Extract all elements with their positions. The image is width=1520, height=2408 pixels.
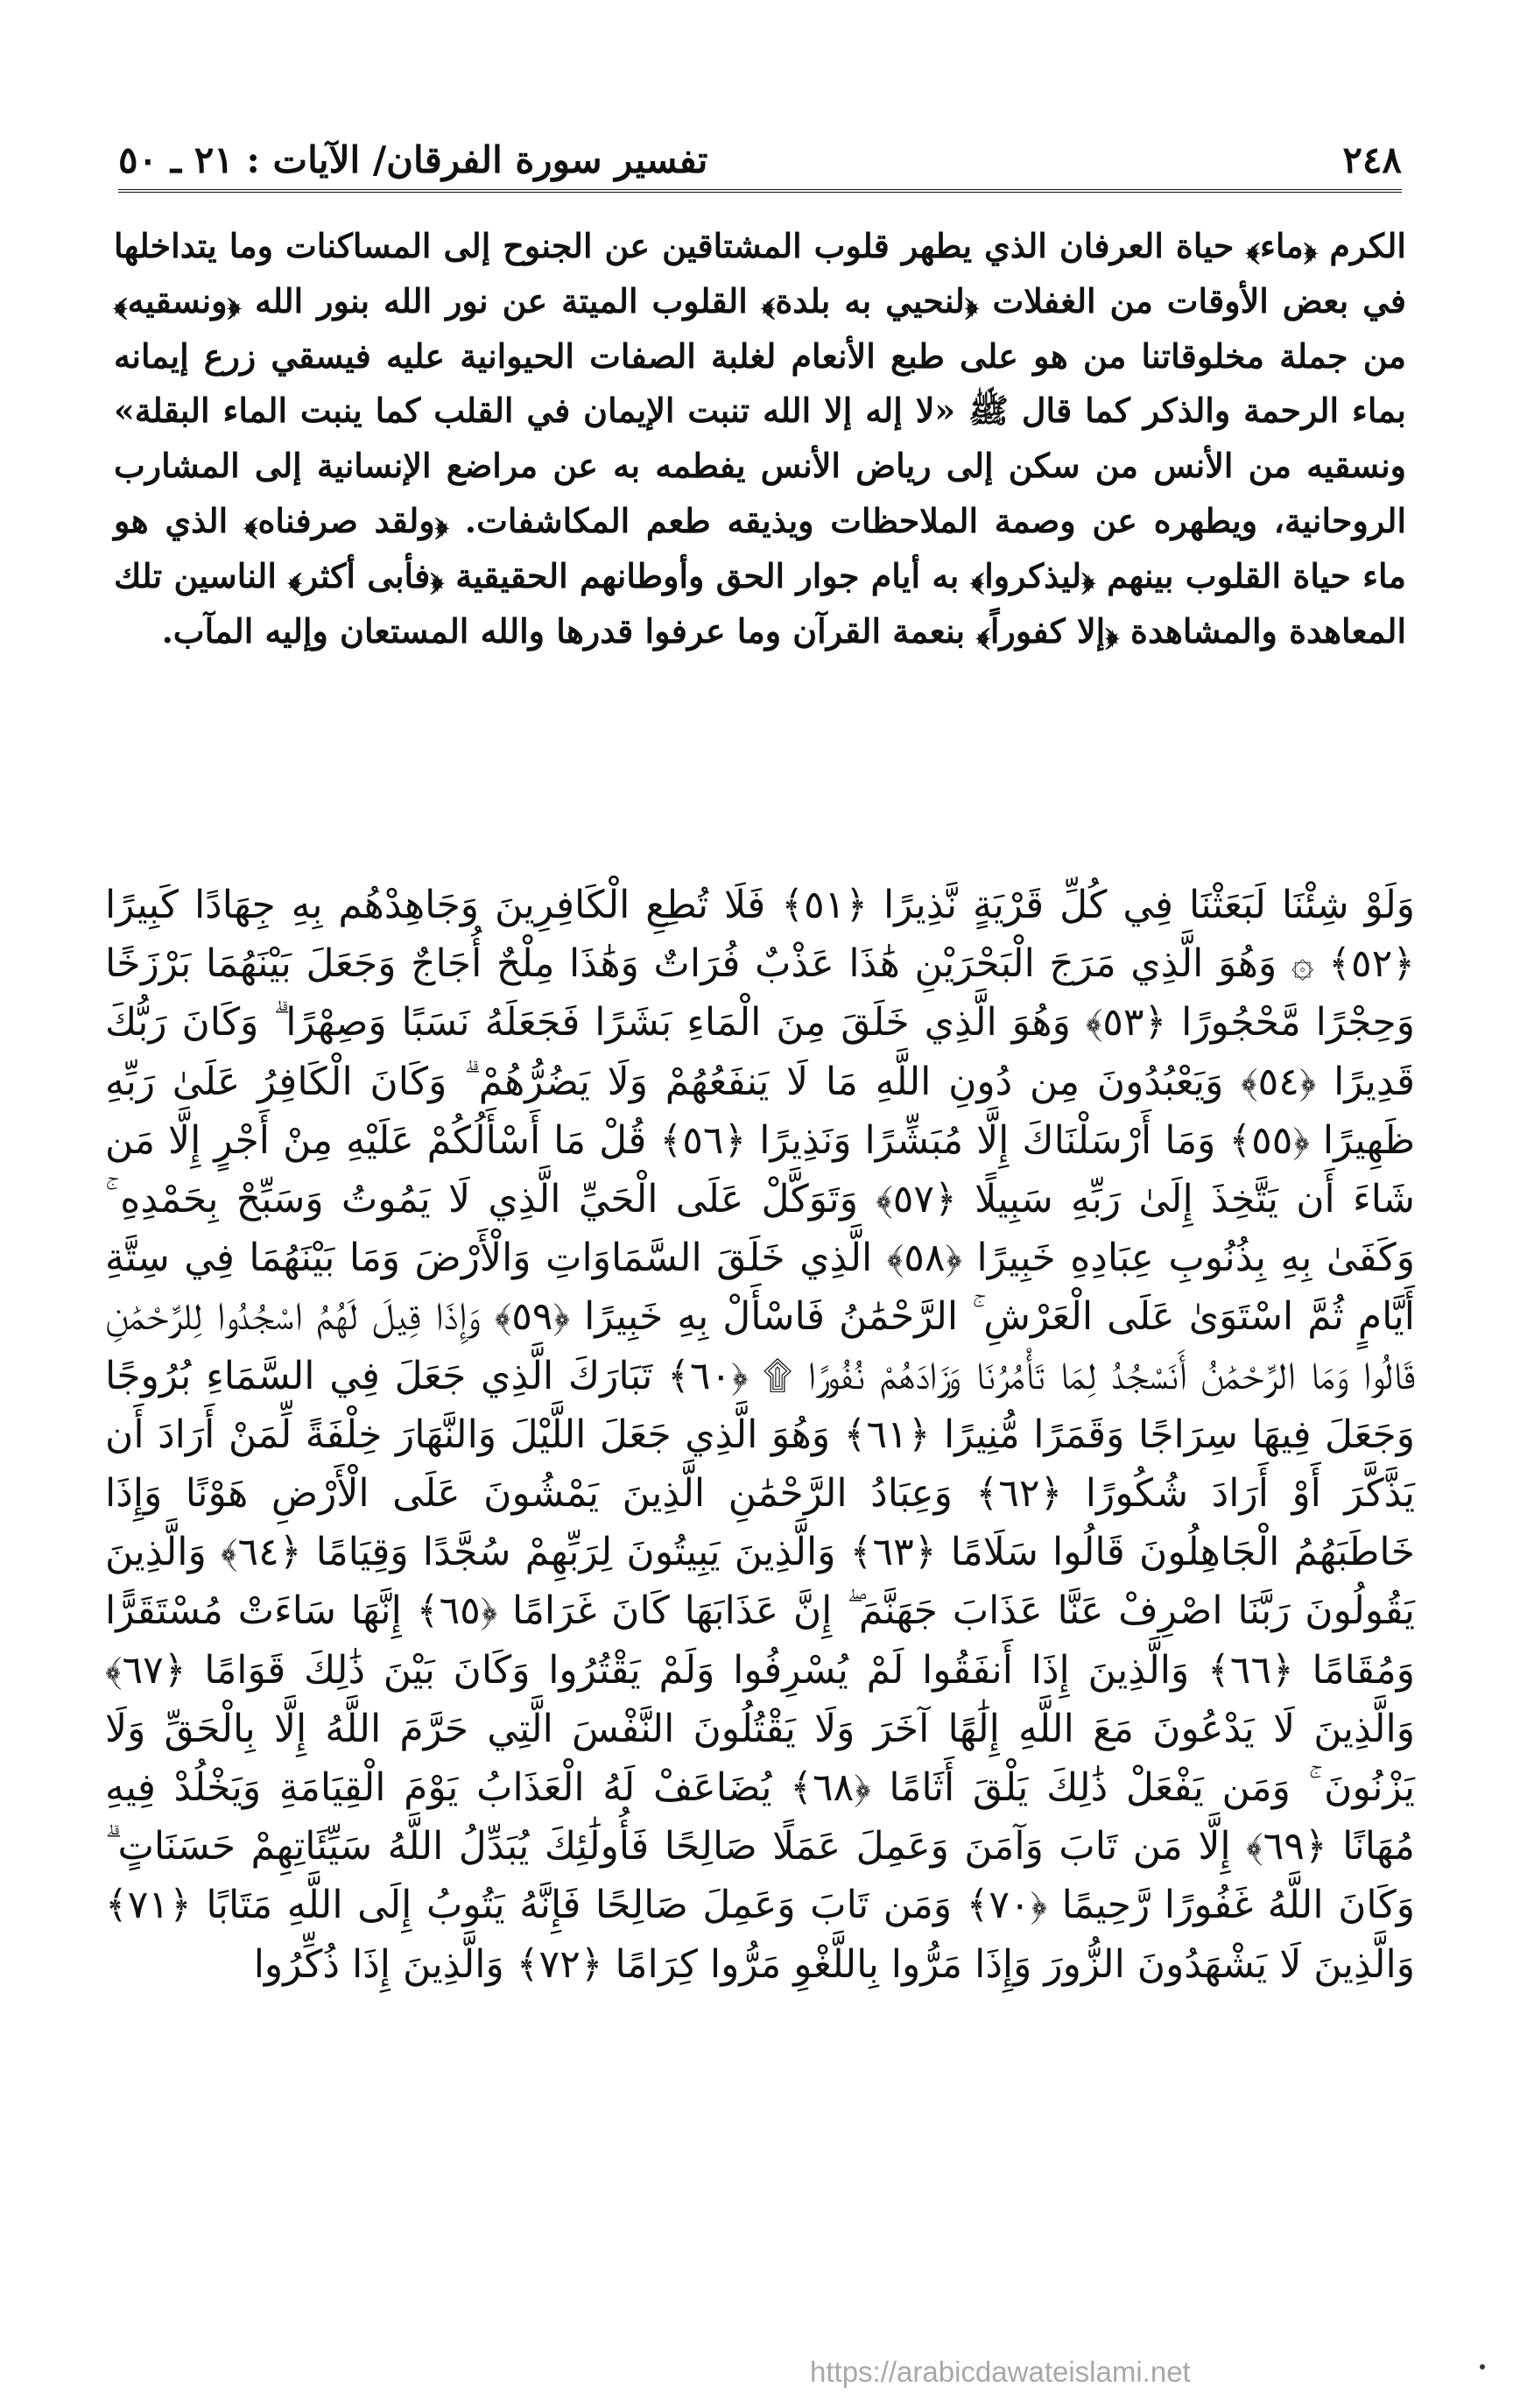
watermark-url: https://arabicdawateislami.net <box>810 2355 1191 2388</box>
quran-verses: وَلَوْ شِئْنَا لَبَعَثْنَا فِي كُلِّ قَرْيَةٍ نَّذِيرًا ﴿٥١﴾ فَلَا تُطِعِ الْكَافِرِينَ وَجَاهِدْهُم بِهِ جِهَادًا كَبِيرًا ﴿٥٢﴾ ۞ وَهُوَ الَّذِي مَرَجَ الْبَحْرَيْنِ هَٰذَا عَذْبٌ فُرَاتٌ وَهَٰذَا مِلْحٌ أُجَاجٌ وَجَعَلَ بَيْنَهُمَا بَرْزَخًا وَحِجْرًا مَّحْجُورًا ﴿٥٣﴾ وَهُوَ الَّذِي خَلَقَ مِنَ الْمَاءِ بَشَرًا فَجَعَلَهُ نَسَبًا وَصِهْرًا ۗ وَكَانَ رَبُّكَ قَدِيرًا ﴿٥٤﴾ وَيَعْبُدُونَ مِن دُونِ اللَّهِ مَا لَا يَنفَعُهُمْ وَلَا يَضُرُّهُمْ ۗ وَكَانَ الْكَافِرُ عَلَىٰ رَبِّهِ ظَهِيرًا ﴿٥٥﴾ وَمَا أَرْسَلْنَاكَ إِلَّا مُبَشِّرًا وَنَذِيرًا ﴿٥٦﴾ قُلْ مَا أَسْأَلُكُمْ عَلَيْهِ مِنْ أَجْرٍ إِلَّا مَن شَاءَ أَن يَتَّخِذَ إِلَىٰ رَبِّهِ سَبِيلًا ﴿٥٧﴾ وَتَوَكَّلْ عَلَى الْحَيِّ الَّذِي لَا يَمُوتُ وَسَبِّحْ بِحَمْدِهِ ۚ وَكَفَىٰ بِهِ بِذُنُوبِ عِبَادِهِ خَبِيرًا ﴿٥٨﴾ الَّذِي خَلَقَ السَّمَاوَاتِ وَالْأَرْضَ وَمَا بَيْنَهُمَا فِي سِتَّةِ أَيَّامٍ ثُمَّ اسْتَوَىٰ عَلَى الْعَرْشِ ۚ الرَّحْمَٰنُ فَاسْأَلْ بِهِ خَبِيرًا ﴿٥٩﴾ وَإِذَا قِيلَ لَهُمُ اسْجُدُوا لِلرَّحْمَٰنِ قَالُوا وَمَا الرَّحْمَٰنُ أَنَسْجُدُ لِمَا تَأْمُرُنَا وَزَادَهُمْ نُفُورًا ۩ ﴿٦٠﴾ تَبَارَكَ الَّذِي جَعَلَ فِي السَّمَاءِ بُرُوجًا وَجَعَلَ فِيهَا سِرَاجًا وَقَمَرًا مُّنِيرًا ﴿٦١﴾ وَهُوَ الَّذِي جَعَلَ اللَّيْلَ وَالنَّهَارَ خِلْفَةً لِّمَنْ أَرَادَ أَن يَذَّكَّرَ أَوْ أَرَادَ شُكُورًا ﴿٦٢﴾ وَعِبَادُ الرَّحْمَٰنِ الَّذِينَ يَمْشُونَ عَلَى الْأَرْضِ هَوْنًا وَإِذَا خَاطَبَهُمُ الْجَاهِلُونَ قَالُوا سَلَامًا ﴿٦٣﴾ وَالَّذِينَ يَبِيتُونَ لِرَبِّهِمْ سُجَّدًا وَقِيَامًا ﴿٦٤﴾ وَالَّذِينَ يَقُولُونَ رَبَّنَا اصْرِفْ عَنَّا عَذَابَ جَهَنَّمَ ۖ إِنَّ عَذَابَهَا كَانَ غَرَامًا ﴿٦٥﴾ إِنَّهَا سَاءَتْ مُسْتَقَرًّا وَمُقَامًا ﴿٦٦﴾ وَالَّذِينَ إِذَا أَنفَقُوا لَمْ يُسْرِفُوا وَلَمْ يَقْتُرُوا وَكَانَ بَيْنَ ذَٰلِكَ قَوَامًا ﴿٦٧﴾ وَالَّذِينَ لَا يَدْعُونَ مَعَ اللَّهِ إِلَٰهًا آخَرَ وَلَا يَقْتُلُونَ النَّفْسَ الَّتِي حَرَّمَ اللَّهُ إِلَّا بِالْحَقِّ وَلَا يَزْنُونَ ۚ وَمَن يَفْعَلْ ذَٰلِكَ يَلْقَ أَثَامًا ﴿٦٨﴾ يُضَاعَفْ لَهُ الْعَذَابُ يَوْمَ الْقِيَامَةِ وَيَخْلُدْ فِيهِ مُهَانًا ﴿٦٩﴾ إِلَّا مَن تَابَ وَآمَنَ وَعَمِلَ عَمَلًا صَالِحًا فَأُولَٰئِكَ يُبَدِّلُ اللَّهُ سَيِّئَاتِهِمْ حَسَنَاتٍ ۗ وَكَانَ اللَّهُ غَفُورًا رَّحِيمًا ﴿٧٠﴾ وَمَن تَابَ وَعَمِلَ صَالِحًا فَإِنَّهُ يَتُوبُ إِلَى اللَّهِ مَتَابًا ﴿٧١﴾ وَالَّذِينَ لَا يَشْهَدُونَ الزُّورَ وَإِذَا مَرُّوا بِاللَّغْوِ مَرُّوا كِرَامًا ﴿٧٢﴾ وَالَّذِينَ إِذَا ذُكِّرُوا <box>105 883 1416 1987</box>
header-rule <box>118 189 1402 193</box>
scan-speck <box>1480 2364 1485 2369</box>
running-title: تفسير سورة الفرقان/ الآيات : ٢١ ـ ٥٠ <box>118 138 708 181</box>
commentary-paragraph: الكرم ﴿ماء﴾ حياة العرفان الذي يطهر قلوب المشتاقين عن الجنوح إلى المساكنات وما يتداخلها في بعض الأوقات من الغفلات ﴿لنحيي به بلدة﴾ القلوب الميتة عن نور الله بنور الله ﴿ونسقيه﴾ من جملة مخلوقاتنا من هو على طبع الأنعام لغلبة الصفات الحيوانية عليه فيسقي زرع إيمانه بماء الرحمة والذكر كما قال ﷺ «لا إله إلا الله تنبت الإيمان في القلب كما ينبت الماء البقلة» ونسقيه من الأنس من سكن إلى رياض الأنس يفطمه به عن مراضع الإنسانية إلى المشارب الروحانية، ويطهره عن وصمة الملاحظات ويذيقه طعم المكاشفات. ﴿ولقد صرفناه﴾ الذي هو ماء حياة القلوب بينهم ﴿ليذكروا﴾ به أيام جوار الحق وأوطانهم الحقيقية ﴿فأبى أكثر﴾ الناسين تلك المعاهدة والمشاهدة ﴿إلا كفوراً﴾ بنعمة القرآن وما عرفوا قدرها والله المستعان وإليه المآب. <box>114 226 1406 651</box>
page-number: ٢٤٨ <box>1342 138 1402 181</box>
commentary-section <box>114 219 1406 658</box>
page-header <box>118 131 1402 193</box>
quran-section <box>105 876 1415 1994</box>
